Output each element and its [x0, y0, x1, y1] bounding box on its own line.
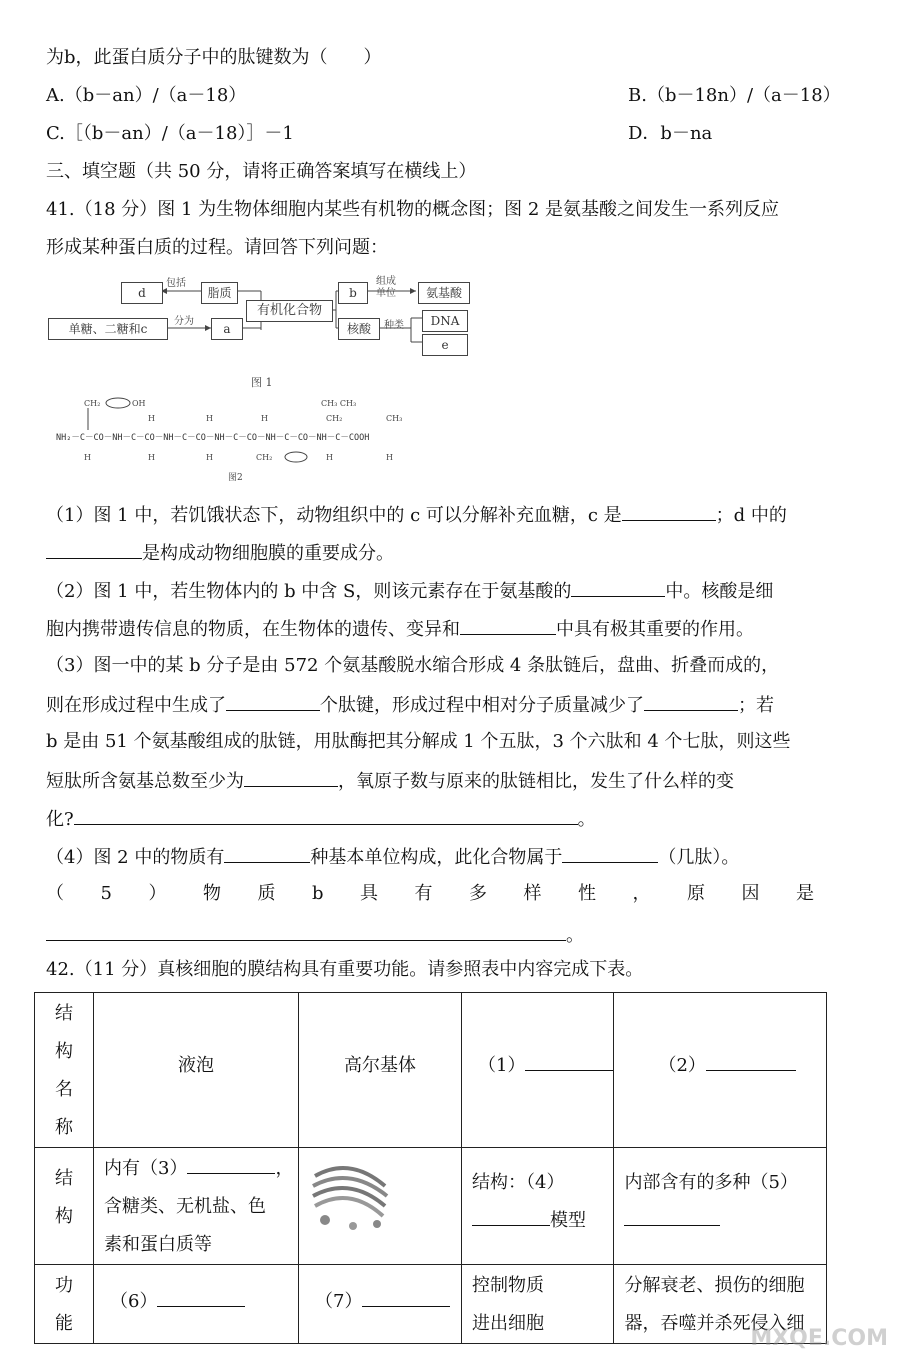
table-row-function	[35, 1265, 827, 1344]
fig1-box-organic: 有机化合物	[246, 300, 333, 322]
cell-golgi-name: 高尔基体	[299, 993, 462, 1148]
answer-blank-mass-loss[interactable]	[644, 692, 738, 711]
watermark-logo: MXQE.COM	[750, 1326, 888, 1351]
part5-char: 物	[202, 883, 221, 904]
cell-blank-2-function: 分解衰老、损伤的细胞 器，吞噬并杀死侵入细	[614, 1265, 827, 1344]
q41-part1-line1: （1）图 1 中，若饥饿状态下，动物组织中的 c 可以分解补充血糖，c 是 ；d 中的	[46, 502, 787, 528]
q41-intro-line2: 形成某种蛋白质的过程。请回答下列问题：	[46, 237, 388, 258]
cell-golgi-function: （7）	[299, 1265, 462, 1344]
svg-text:CH₃ CH₃: CH₃ CH₃	[321, 399, 357, 408]
cell-vacuole-function: （6）	[94, 1265, 299, 1344]
cell-blank-1: （1）	[462, 993, 614, 1148]
figure-2	[56, 396, 436, 486]
fig1-box-d: d	[121, 282, 163, 304]
cell-blank-2: （2）	[614, 993, 827, 1148]
cell-blank-1-structure: 结构：（4） 模型	[462, 1148, 614, 1265]
cell-golgi-structure	[299, 1148, 462, 1265]
answer-blank-unit-count[interactable]	[224, 844, 310, 863]
answer-blank-1[interactable]	[525, 1052, 613, 1071]
fig1-caption: 图 1	[251, 376, 273, 389]
answer-blank-5[interactable]	[624, 1207, 720, 1226]
cell-vacuole-structure: 内有（3） ， 含糖类、无机盐、色 素和蛋白质等	[94, 1148, 299, 1265]
part5-char: 有	[414, 883, 433, 904]
part5-char: b	[311, 883, 324, 904]
q41-part4: （4）图 2 中的物质有 种基本单位构成，此化合物属于 （几肽）。	[46, 844, 739, 870]
fig1-box-lipid: 脂质	[201, 282, 238, 304]
fig1-label-unit: 单位	[376, 288, 396, 299]
part5-char: 样	[523, 883, 542, 904]
fig1-box-sugars: 单糖、二糖和c	[48, 318, 168, 340]
q41-part5-line2: 。	[46, 922, 584, 948]
svg-text:H: H	[148, 453, 155, 462]
q41-intro-line1: 41.（18 分）图 1 为生物体细胞内某些有机物的概念图；图 2 是氨基酸之间发生一系列反应	[46, 199, 780, 220]
answer-blank-4[interactable]	[472, 1207, 550, 1226]
svg-text:H: H	[326, 453, 333, 462]
svg-text:H: H	[386, 453, 393, 462]
answer-blank-amino-groups[interactable]	[244, 768, 338, 787]
fig1-label-kinds: 种类	[384, 320, 404, 331]
q41-part3-line3: b 是由 51 个氨基酸组成的肽链，用肽酶把其分解成 1 个五肽，3 个六肽和 4 个七肽，则这些	[46, 731, 791, 752]
fig1-label-divide: 分为	[174, 316, 194, 327]
table-row-name	[35, 993, 827, 1148]
fig1-box-nucleic: 核酸	[338, 318, 380, 340]
row-head-name: 结 构 名 称	[35, 993, 94, 1148]
figure-1	[46, 270, 486, 390]
q41-part3-line5: 化? 。	[46, 806, 596, 832]
svg-text:CH₂: CH₂	[326, 414, 343, 423]
q41-part1-line2: 是构成动物细胞膜的重要成分。	[46, 540, 394, 566]
answer-blank-diversity-reason[interactable]	[46, 922, 566, 941]
q40-option-c[interactable]: C.［（b－an）/（a－18）］－1	[46, 123, 294, 144]
fig2-caption: 图2	[228, 473, 243, 483]
answer-blank-6[interactable]	[157, 1288, 245, 1307]
fig1-box-e: e	[422, 334, 468, 356]
section-heading: 三、填空题（共 50 分，请将正确答案填写在横线上）	[46, 161, 477, 182]
fig1-box-a: a	[211, 318, 243, 340]
q40-stem-tail: 为b，此蛋白质分子中的肽键数为（ ）	[46, 47, 382, 68]
q40-option-b[interactable]: B.（b－18n）/（a－18）	[628, 85, 841, 106]
svg-text:H: H	[206, 414, 213, 423]
answer-blank-2[interactable]	[706, 1052, 796, 1071]
part5-char: 具	[359, 883, 378, 904]
svg-text:H: H	[148, 414, 155, 423]
answer-blank-peptide-bonds[interactable]	[226, 692, 320, 711]
part5-char: 性	[577, 883, 596, 904]
row-head-function: 功 能	[35, 1265, 94, 1344]
svg-text:H: H	[84, 453, 91, 462]
q41-part2-line2: 胞内携带遗传信息的物质，在生物体的遗传、变异和 中具有极其重要的作用。	[46, 616, 754, 642]
svg-text:H: H	[261, 414, 268, 423]
q41-part3-line4: 短肽所含氨基总数至少为 ，氧原子数与原来的肽链相比，发生了什么样的变	[46, 768, 734, 794]
svg-text:CH₂: CH₂	[256, 453, 273, 462]
fig1-box-dna: DNA	[422, 310, 468, 332]
cell-vacuole-name: 液泡	[94, 993, 299, 1148]
part5-char: 5	[100, 883, 112, 904]
row-head-structure: 结 构	[35, 1148, 94, 1265]
fig1-label-include: 包括	[166, 278, 186, 289]
q41-part3-line1: （3）图一中的某 b 分子是由 572 个氨基酸脱水缩合形成 4 条肽链后，盘曲、折叠而成的，	[46, 655, 780, 676]
table-row-structure	[35, 1148, 827, 1265]
membrane-structure-table	[34, 992, 827, 1344]
part5-char: ，	[632, 883, 651, 904]
golgi-illustration	[299, 1148, 399, 1248]
answer-blank-7[interactable]	[362, 1288, 450, 1307]
cell-blank-2-structure: 内部含有的多种（5）	[614, 1148, 827, 1265]
q41-part2-line1: （2）图 1 中，若生物体内的 b 中含 S，则该元素存在于氨基酸的 中。核酸是细	[46, 578, 773, 604]
answer-blank-3[interactable]	[187, 1155, 275, 1174]
part5-char: 原	[686, 883, 705, 904]
part5-char: 质	[257, 883, 276, 904]
fig1-box-amino: 氨基酸	[418, 282, 470, 304]
q41-part5-line1	[46, 882, 814, 906]
part5-char: ）	[148, 883, 167, 904]
answer-blank-biosynthesis[interactable]	[460, 616, 556, 635]
q40-option-a[interactable]: A.（b－an）/（a－18）	[46, 85, 247, 106]
svg-text:H: H	[206, 453, 213, 462]
part5-char: 是	[795, 883, 814, 904]
q40-option-d[interactable]: D．b－na	[628, 123, 713, 144]
part5-char: 多	[468, 883, 487, 904]
svg-text:CH₂: CH₂	[84, 399, 101, 408]
golgi-stack-icon	[305, 1156, 395, 1236]
svg-text:OH: OH	[132, 399, 146, 408]
fig1-label-compose: 组成	[376, 276, 396, 287]
cell-blank-1-function: 控制物质 进出细胞	[462, 1265, 614, 1344]
part5-char: 因	[741, 883, 760, 904]
answer-blank-c[interactable]	[622, 502, 716, 521]
answer-blank-s-location[interactable]	[571, 578, 665, 597]
answer-blank-d[interactable]	[46, 540, 142, 559]
part5-char: （	[46, 883, 64, 904]
answer-blank-peptide-type[interactable]	[562, 844, 658, 863]
q41-part3-line2: 则在形成过程中生成了 个肽键，形成过程中相对分子质量减少了 ；若	[46, 692, 774, 718]
q42-intro: 42.（11 分）真核细胞的膜结构具有重要功能。请参照表中内容完成下表。	[46, 959, 644, 980]
fig1-box-b: b	[338, 282, 368, 304]
fig2-formula: NH₂－C－CO－NH－C－CO－NH－C－CO－NH－C－CO－NH－C－CO－NH－C－COOH	[56, 433, 370, 443]
svg-text:CH₃: CH₃	[386, 414, 403, 423]
answer-blank-oxygen-change[interactable]	[74, 806, 578, 825]
